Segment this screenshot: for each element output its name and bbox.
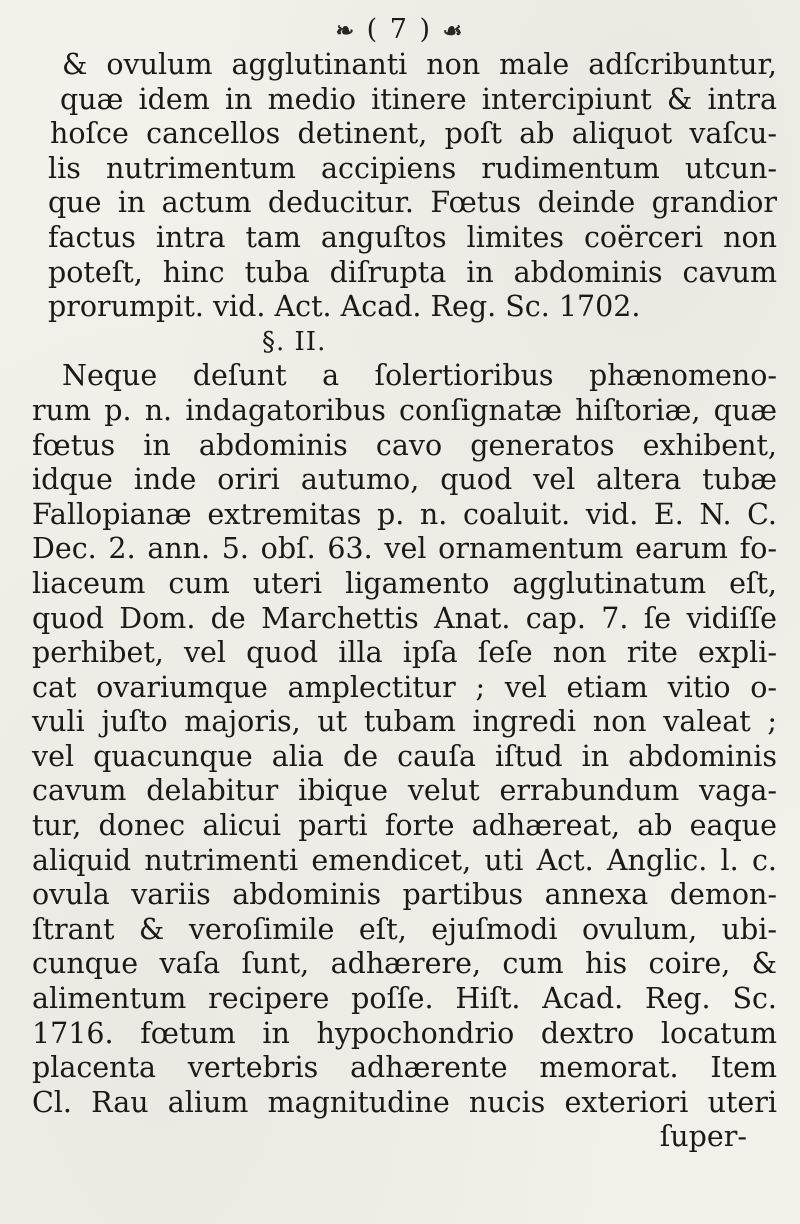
text-line: Neque deſunt a ſolertioribus phænomeno- <box>62 359 777 393</box>
page-header <box>0 10 800 51</box>
text-line: Fallopianæ extremitas p. n. coaluit. vid. E. N. C. <box>32 497 777 531</box>
text-line: 1716. fœtum in hypochondrio dextro locatum <box>32 1016 777 1050</box>
text-line: idque inde oriri autumo, quod vel altera tubæ <box>32 463 777 497</box>
text-line: alimentum recipere poſſe. Hiſt. Acad. Reg. Sc. <box>32 982 777 1016</box>
text-line: placenta vertebris adhærente memorat. Item <box>32 1051 777 1085</box>
section-heading: §. II. <box>262 326 327 357</box>
text-line: factus intra tam anguſtos limites coërceri non <box>48 220 777 254</box>
right-ornament-icon: ☙ <box>442 18 465 44</box>
text-line: cunque vaſa ſunt, adhærere, cum his coire, & <box>32 947 777 981</box>
text-line: tur, donec alicui parti forte adhæreat, ab eaque <box>32 809 777 843</box>
text-line: que in actum deducitur. Fœtus deinde grandior <box>48 186 777 220</box>
text-line: fœtus in abdominis cavo generatos exhibent, <box>32 428 777 462</box>
text-line: quæ idem in medio itinere intercipiunt & intra <box>60 82 777 116</box>
text-line: cat ovariumque amplectitur ; vel etiam vitio o- <box>32 670 777 704</box>
text-line: ovula variis abdominis partibus annexa demon- <box>32 878 777 912</box>
text-line: Cl. Rau alium magnitudine nucis exteriori uteri <box>32 1085 777 1119</box>
text-line: prorumpit. vid. Act. Acad. Reg. Sc. 1702. <box>48 290 641 324</box>
text-line: vel quacunque alia de cauſa iſtud in abdominis <box>32 739 777 773</box>
text-line: hoſce cancellos detinent, poſt ab aliquot vaſcu- <box>50 117 777 151</box>
catchword: ſuper- <box>659 1120 747 1154</box>
text-line: perhibet, vel quod illa ipſa ſeſe non rite expli- <box>32 636 777 670</box>
text-line: cavum delabitur ibique velut errabundum vaga- <box>32 774 777 808</box>
left-ornament-icon: ❧ <box>335 18 357 44</box>
text-line: poteſt, hinc tuba diſrupta in abdominis cavum <box>48 255 777 289</box>
page-number: ( 7 ) <box>366 14 433 45</box>
text-line: liaceum cum uteri ligamento agglutinatum eſt, <box>32 566 777 600</box>
text-line: Dec. 2. ann. 5. obſ. 63. vel ornamentum earum fo- <box>32 532 777 566</box>
text-line: aliquid nutrimenti emendicet, uti Act. Anglic. l. c. <box>32 843 777 877</box>
text-line: vuli juſto majoris, ut tubam ingredi non valeat ; <box>32 705 777 739</box>
text-line: lis nutrimentum accipiens rudimentum utcun- <box>48 151 777 185</box>
text-line: ſtrant & veroſimile eſt, ejuſmodi ovulum, ubi- <box>32 912 777 946</box>
text-line: & ovulum agglutinanti non male adſcribuntur, <box>62 48 777 81</box>
text-line: quod Dom. de Marchettis Anat. cap. 7. ſe vidiſſe <box>32 601 777 635</box>
body-text <box>32 48 777 1155</box>
text-line: rum p. n. indagatoribus conſignatæ hiſtoriæ, quæ <box>32 393 777 427</box>
